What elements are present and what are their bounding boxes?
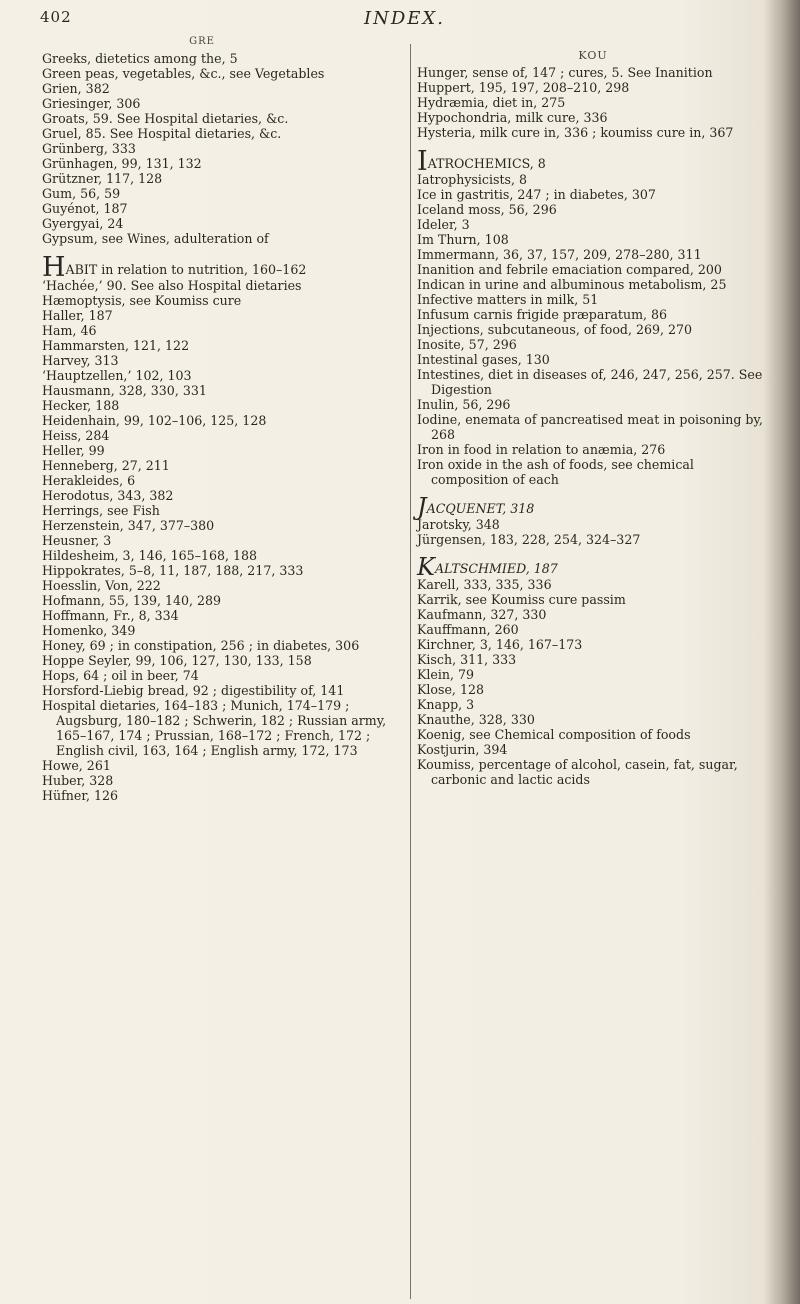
right-catchword: KOU xyxy=(578,49,608,62)
right-entries-i xyxy=(417,172,769,487)
index-entry: Hausmann, 328, 330, 331 xyxy=(42,383,207,398)
index-entry: Iron oxide in the ash of foods, see chemical composition of each xyxy=(417,457,694,487)
index-entry: Jarotsky, 348 xyxy=(417,517,500,532)
index-entry: Hunger, sense of, 147 ; cures, 5. See Inanition xyxy=(417,65,713,80)
index-entry: Hoppe Seyler, 99, 106, 127, 130, 133, 158 xyxy=(42,653,312,668)
index-entry: Karrik, see Koumiss cure passim xyxy=(417,592,626,607)
index-entry: Intestinal gases, 130 xyxy=(417,352,550,367)
index-entry: Koenig, see Chemical composition of foods xyxy=(417,727,691,742)
left-column xyxy=(42,34,404,803)
section-i-heading xyxy=(417,146,769,177)
section-h-heading xyxy=(42,252,404,283)
column-divider xyxy=(410,44,411,1299)
index-entry: Heidenhain, 99, 102–106, 125, 128 xyxy=(42,413,267,428)
index-entry: Greeks, dietetics among the, 5 xyxy=(42,51,238,66)
index-entry: Hospital dietaries, 164–183 ; Munich, 174–179 ; Augsburg, 180–182 ; Schwerin, 182 ; Russian army, 165–167, 174 ; Prussian, 168–172 ; French, 172 ; English civil, 163, 164 ; English army, 172, 173 xyxy=(42,698,387,758)
index-entry: ‘Hachée,’ 90. See also Hospital dietaries xyxy=(42,278,302,293)
index-entry: Koumiss, percentage of alcohol, casein, fat, sugar, carbonic and lactic acids xyxy=(417,757,738,787)
index-entry: Inanition and febrile emaciation compared, 200 xyxy=(417,262,722,277)
index-entry: Heusner, 3 xyxy=(42,533,112,548)
index-entry: Gypsum, see Wines, adulteration of xyxy=(42,231,269,246)
left-entries-h xyxy=(42,278,404,803)
section-j-heading xyxy=(417,493,769,521)
index-entry: Hops, 64 ; oil in beer, 74 xyxy=(42,668,199,683)
left-entries-g xyxy=(42,51,404,246)
index-entry: Heiss, 284 xyxy=(42,428,110,443)
right-entries-j xyxy=(417,517,769,547)
index-entry: Hammarsten, 121, 122 xyxy=(42,338,190,353)
index-entry: Infective matters in milk, 51 xyxy=(417,292,599,307)
index-entry: Knauthe, 328, 330 xyxy=(417,712,535,727)
index-entry: Herodotus, 343, 382 xyxy=(42,488,174,503)
section-k-first-entry: ALTSCHMIED, 187 xyxy=(434,561,558,576)
index-entry: Horsford-Liebig bread, 92 ; digestibility of, 141 xyxy=(42,683,345,698)
index-entry: Hoesslin, Von, 222 xyxy=(42,578,161,593)
index-entry: Grien, 382 xyxy=(42,81,110,96)
index-entry: Gyergyai, 24 xyxy=(42,216,124,231)
index-entry: Iron in food in relation to anæmia, 276 xyxy=(417,442,666,457)
index-entry: Im Thurn, 108 xyxy=(417,232,509,247)
index-entry: Griesinger, 306 xyxy=(42,96,141,111)
index-entry: Harvey, 313 xyxy=(42,353,119,368)
index-entry: Kaufmann, 327, 330 xyxy=(417,607,547,622)
index-entry: Hildesheim, 3, 146, 165–168, 188 xyxy=(42,548,258,563)
index-entry: Iodine, enemata of pancreatised meat in poisoning by, 268 xyxy=(417,412,763,442)
index-entry: Knapp, 3 xyxy=(417,697,475,712)
index-entry: Ice in gastritis, 247 ; in diabetes, 307 xyxy=(417,187,656,202)
section-i-first-entry: ATROCHEMICS, 8 xyxy=(427,156,546,171)
section-i-letter: I xyxy=(417,146,428,177)
index-entry: Herakleides, 6 xyxy=(42,473,136,488)
section-h-first-entry: ABIT in relation to nutrition, 160–162 xyxy=(65,262,307,277)
index-entry: Gruel, 85. See Hospital dietaries, &c. xyxy=(42,126,282,141)
section-h-letter: H xyxy=(42,252,66,283)
page-edge-shadow xyxy=(764,0,800,1304)
index-entry: ‘Hauptzellen,’ 102, 103 xyxy=(42,368,192,383)
index-entry: Ideler, 3 xyxy=(417,217,470,232)
index-entry: Honey, 69 ; in constipation, 256 ; in diabetes, 306 xyxy=(42,638,360,653)
index-entry: Hysteria, milk cure in, 336 ; koumiss cure in, 367 xyxy=(417,125,734,140)
index-entry: Iatrophysicists, 8 xyxy=(417,172,528,187)
index-entry: Iceland moss, 56, 296 xyxy=(417,202,557,217)
index-entry: Howe, 261 xyxy=(42,758,111,773)
index-entry: Kostjurin, 394 xyxy=(417,742,508,757)
section-j-letter: J xyxy=(417,493,427,521)
index-entry: Klose, 128 xyxy=(417,682,484,697)
index-entry: Hofmann, 55, 139, 140, 289 xyxy=(42,593,222,608)
section-k-letter: K xyxy=(417,553,435,581)
index-entry: Hæmoptysis, see Koumiss cure xyxy=(42,293,242,308)
index-entry: Indican in urine and albuminous metabolism, 25 xyxy=(417,277,727,292)
index-entry: Inulin, 56, 296 xyxy=(417,397,511,412)
index-entry: Karell, 333, 335, 336 xyxy=(417,577,552,592)
index-entry: Homenko, 349 xyxy=(42,623,136,638)
index-entry: Injections, subcutaneous, of food, 269, 270 xyxy=(417,322,693,337)
section-k-heading xyxy=(417,553,769,581)
section-j-first-entry: ACQUENET, 318 xyxy=(426,501,535,516)
index-entry: Huber, 328 xyxy=(42,773,114,788)
index-entry: Hecker, 188 xyxy=(42,398,120,413)
index-entry: Haller, 187 xyxy=(42,308,113,323)
index-entry: Ham, 46 xyxy=(42,323,97,338)
index-entry: Grünhagen, 99, 131, 132 xyxy=(42,156,202,171)
index-entry: Grützner, 117, 128 xyxy=(42,171,163,186)
left-catchword: GRE xyxy=(189,36,215,47)
index-entry: Kirchner, 3, 146, 167–173 xyxy=(417,637,583,652)
index-entry: Huppert, 195, 197, 208–210, 298 xyxy=(417,80,630,95)
index-entry: Jürgensen, 183, 228, 254, 324–327 xyxy=(417,532,641,547)
index-entry: Herzenstein, 347, 377–380 xyxy=(42,518,215,533)
index-entry: Groats, 59. See Hospital dietaries, &c. xyxy=(42,111,289,126)
index-entry: Infusum carnis frigide præparatum, 86 xyxy=(417,307,668,322)
right-column xyxy=(417,48,769,787)
index-entry: Inosite, 57, 296 xyxy=(417,337,517,352)
index-entry: Immermann, 36, 37, 157, 209, 278–280, 311 xyxy=(417,247,702,262)
index-entry: Hippokrates, 5–8, 11, 187, 188, 217, 333 xyxy=(42,563,304,578)
index-entry: Grünberg, 333 xyxy=(42,141,136,156)
index-entry: Hydræmia, diet in, 275 xyxy=(417,95,566,110)
running-title: INDEX. xyxy=(364,8,445,29)
index-entry: Gum, 56, 59 xyxy=(42,186,121,201)
right-entries-k xyxy=(417,577,769,787)
index-entry: Hoffmann, Fr., 8, 334 xyxy=(42,608,179,623)
index-entry: Hüfner, 126 xyxy=(42,788,118,803)
index-entry: Heller, 99 xyxy=(42,443,105,458)
index-entry: Kauffmann, 260 xyxy=(417,622,519,637)
index-entry: Henneberg, 27, 211 xyxy=(42,458,170,473)
index-entry: Intestines, diet in diseases of, 246, 247, 256, 257. See Digestion xyxy=(417,367,763,397)
index-entry: Hypochondria, milk cure, 336 xyxy=(417,110,608,125)
index-entry: Kisch, 311, 333 xyxy=(417,652,517,667)
index-entry: Klein, 79 xyxy=(417,667,475,682)
index-entry: Green peas, vegetables, &c., see Vegetables xyxy=(42,66,325,81)
right-entries-h xyxy=(417,65,769,140)
page-number: 402 xyxy=(40,8,72,26)
index-entry: Herrings, see Fish xyxy=(42,503,160,518)
page-header xyxy=(0,6,800,34)
index-entry: Guyénot, 187 xyxy=(42,201,128,216)
